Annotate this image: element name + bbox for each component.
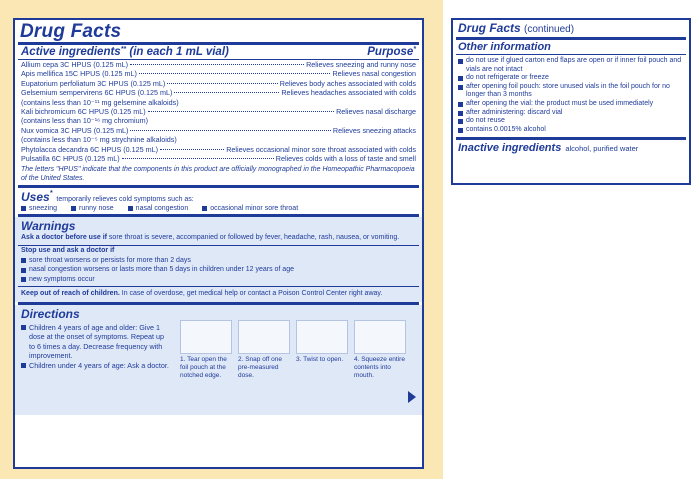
other-info-text: do not refrigerate or freeze [466, 74, 549, 82]
use-item-label: occasional minor sore throat [210, 205, 299, 213]
ask-doctor-line: Ask a doctor before use if sore throat is severe, accompanied or followed by fever, headache, rash, nausea, or vomiting. [21, 234, 400, 242]
ingredient-purpose: Relieves nasal congestion [332, 69, 416, 79]
direction-step [296, 320, 348, 380]
step-illustration [238, 320, 290, 354]
stop-use-item [15, 275, 422, 285]
bullet-square-icon [21, 268, 26, 273]
bullet-square-icon [458, 76, 463, 81]
ingredient-name: Apis mellifica 15C HPUS (0.125 mL) [21, 69, 137, 79]
use-item [71, 205, 114, 212]
direction-item [21, 361, 171, 370]
step-caption: 1. Tear open the foil pouch at the notched edge. [180, 356, 227, 380]
bullet-square-icon [458, 102, 463, 107]
step-caption: 3. Twist to open. [296, 356, 344, 364]
bullet-square-icon [21, 258, 26, 263]
next-arrow-icon[interactable] [408, 391, 416, 403]
other-info-item [458, 126, 684, 135]
ingredient-name: Phytolacca decandra 6C HPUS (0.125 mL) [21, 144, 159, 154]
ingredient-purpose: Relieves sneezing attacks [332, 125, 416, 135]
leader-dots [139, 73, 331, 74]
ingredients-list [15, 60, 422, 163]
ingredient-name: Nux vomica 3C HPUS (0.125 mL) [21, 125, 129, 135]
bullet-square-icon [458, 85, 463, 90]
inactive-heading: Inactive ingredients [458, 142, 562, 155]
uses-intro: temporarily relieves cold symptoms such as: [56, 196, 194, 204]
leader-dots [174, 92, 279, 93]
step-caption: 2. Snap off one pre-measured dose. [238, 356, 282, 380]
use-item [128, 205, 189, 212]
ingredient-note: (contains less than 10⁻⁵ mg strychnine alkaloids) [21, 135, 177, 145]
bullet-square-icon [128, 206, 133, 211]
other-info-item [458, 57, 684, 74]
uses-heading: Uses* [21, 190, 53, 205]
other-info-text: after opening the vial: the product must be used immediately [466, 99, 654, 107]
direction-step [354, 320, 406, 380]
direction-text: Children under 4 years of age: Ask a doctor. [29, 360, 169, 370]
ingredient-purpose: Relieves occasional minor sore throat associated with colds [226, 144, 416, 154]
ingredient-purpose: Relieves headaches associated with colds [281, 88, 416, 98]
bullet-square-icon [21, 325, 26, 330]
stop-use-text: nasal congestion worsens or lasts more than 5 days in children under 12 years of age [29, 266, 294, 274]
bullet-square-icon [458, 128, 463, 133]
other-info-text: after administering: discard vial [466, 108, 563, 116]
step-illustration [296, 320, 348, 354]
use-item-label: sneezing [29, 205, 58, 213]
purpose-heading: Purpose* [367, 46, 416, 58]
ingredient-name: Gelsemium sempervirens 6C HPUS (0.125 mL) [21, 88, 173, 98]
use-item [21, 205, 57, 212]
leader-dots [130, 130, 330, 131]
active-ingredients-header [15, 45, 422, 59]
keep-out-line: Keep out of reach of children. In case of overdose, get medical help or contact a Poison Control Center right away. [21, 290, 383, 298]
continued-title: Drug Facts (continued) [458, 21, 575, 35]
stop-use-item [15, 265, 422, 275]
bullet-square-icon [21, 363, 26, 368]
use-item [202, 205, 298, 212]
ingredient-note: (contains less than 10⁻¹⁶ mg chromium) [21, 116, 148, 126]
other-info-list [453, 55, 689, 134]
ingredient-row [21, 107, 416, 116]
ingredient-row [21, 154, 416, 163]
directions-list [21, 323, 171, 370]
ingredient-name: Eupatorium perfoliatum 3C HPUS (0.125 mL) [21, 78, 166, 88]
bullet-square-icon [458, 119, 463, 124]
warnings-heading: Warnings [21, 219, 76, 234]
leader-dots [167, 83, 278, 84]
other-info-text: do not use if glued carton end flaps are open or if inner foil pouch and vials are not intact [466, 57, 682, 73]
other-info-text: do not reuse [466, 117, 505, 125]
leader-dots [160, 149, 224, 150]
stop-use-list [15, 256, 422, 285]
use-item-label: runny nose [79, 205, 114, 213]
drug-facts-continued-panel [451, 18, 691, 185]
uses-list [15, 204, 422, 214]
ingredient-row [21, 145, 416, 154]
drug-facts-title: Drug Facts [20, 21, 122, 42]
ingredient-note: (contains less than 10⁻¹¹ mg gelsemine alkaloids) [21, 97, 179, 107]
other-info-item [458, 117, 684, 126]
ingredient-row [21, 69, 416, 78]
ingredient-row [21, 126, 416, 135]
ingredient-purpose: Relieves body aches associated with colds [279, 78, 416, 88]
other-info-item [458, 83, 684, 100]
step-caption: 4. Squeeze entire contents into mouth. [354, 356, 405, 380]
ingredient-row [21, 79, 416, 88]
stop-use-text: sore throat worsens or persists for more than 2 days [29, 256, 191, 264]
ingredient-row [21, 88, 416, 97]
leader-dots [130, 64, 304, 65]
ingredient-purpose: Relieves nasal discharge [336, 107, 416, 117]
direction-step [238, 320, 290, 380]
bullet-square-icon [458, 59, 463, 64]
step-illustration [180, 320, 232, 354]
step-illustration [354, 320, 406, 354]
bullet-square-icon [21, 277, 26, 282]
leader-dots [148, 111, 334, 112]
uses-header [15, 188, 422, 204]
warnings-section [15, 217, 422, 302]
stop-use-heading: Stop use and ask a doctor if [21, 247, 115, 255]
directions-section [15, 305, 422, 415]
stop-use-item [15, 256, 422, 266]
other-info-item [458, 109, 684, 118]
use-item-label: nasal congestion [135, 205, 189, 213]
directions-heading: Directions [21, 307, 80, 322]
ingredient-purpose: Relieves sneezing and runny nose [306, 60, 416, 69]
ingredient-purpose: Relieves colds with a loss of taste and smell [275, 154, 416, 164]
other-info-item [458, 100, 684, 109]
ingredient-name: Allium cepa 3C HPUS (0.125 mL) [21, 60, 129, 69]
other-info-item [458, 74, 684, 83]
hpus-note: The letters "HPUS" indicate that the components in this product are officially monographed in the Homeopathic Pharmacopoeia of the United States. [21, 166, 415, 183]
other-info-text: contains 0.0015% alcohol [466, 125, 546, 133]
direction-item [21, 323, 171, 361]
ingredient-row [21, 60, 416, 69]
direction-text: Children 4 years of age and older: Give 1 dose at the onset of symptoms. Repeat up to 6 times a day. Decrease frequency with improvement. [29, 323, 165, 361]
ingredient-name: Kali bichromicum 6C HPUS (0.125 mL) [21, 107, 146, 117]
bullet-square-icon [21, 206, 26, 211]
stop-use-text: new symptoms occur [29, 275, 95, 283]
inactive-ingredients [453, 140, 689, 156]
steps-row [180, 320, 406, 380]
active-ingredients-heading: Active ingredients** (in each 1 mL vial) [21, 46, 229, 58]
drug-facts-panel [13, 18, 424, 469]
other-info-text: after opening foil pouch: store unused vials in the foil pouch for no longer than 3 months [466, 82, 670, 99]
other-info-heading: Other information [458, 41, 551, 53]
ingredient-name: Pulsatilla 6C HPUS (0.125 mL) [21, 154, 120, 164]
bullet-square-icon [202, 206, 207, 211]
bullet-square-icon [458, 111, 463, 116]
bullet-square-icon [71, 206, 76, 211]
inactive-text: alcohol, purified water [565, 144, 639, 154]
leader-dots [122, 158, 274, 159]
direction-step [180, 320, 232, 380]
